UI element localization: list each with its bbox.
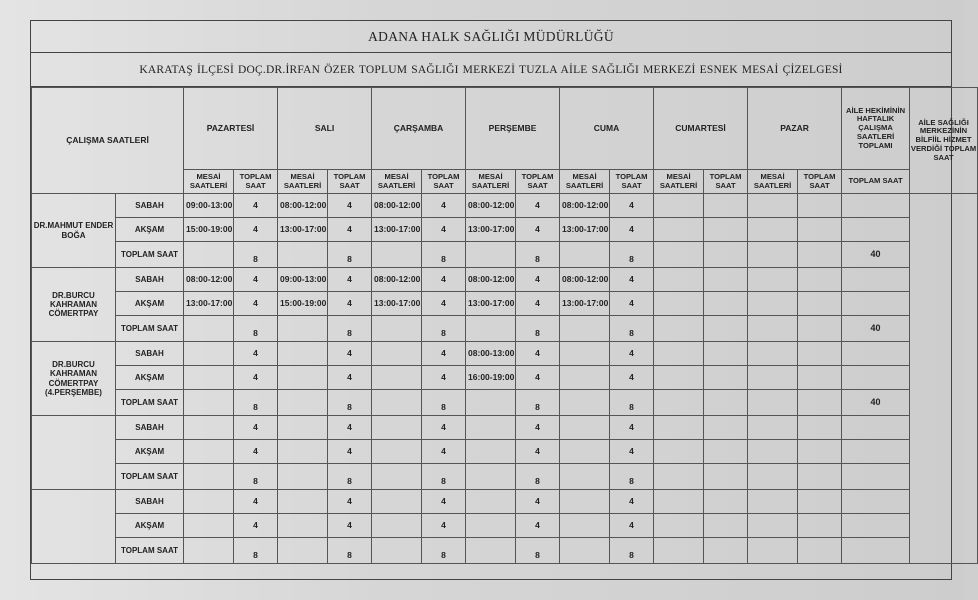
hours-cell: 4 — [422, 292, 466, 316]
hours-cell: 8 — [234, 464, 278, 490]
hours-cell: 4 — [610, 342, 654, 366]
mesai-cell — [278, 490, 328, 514]
schedule-row-toplam — [32, 538, 978, 564]
mesai-cell — [278, 538, 328, 564]
mesai-cell: 08:00-12:00 — [466, 194, 516, 218]
schedule-row-sabah — [32, 342, 978, 366]
hours-cell — [798, 316, 842, 342]
hours-cell — [704, 416, 748, 440]
mesai-cell: 13:00-17:00 — [184, 292, 234, 316]
hours-cell: 4 — [610, 194, 654, 218]
mesai-cell — [184, 342, 234, 366]
schedule-table — [31, 87, 978, 564]
weekly-total-cell — [842, 366, 910, 390]
hours-cell — [798, 490, 842, 514]
hours-cell — [798, 242, 842, 268]
schedule-row-toplam — [32, 242, 978, 268]
mesai-cell — [184, 366, 234, 390]
mesai-cell: 13:00-17:00 — [372, 218, 422, 242]
hours-cell: 4 — [516, 342, 560, 366]
day-header: CUMA — [560, 88, 654, 170]
hours-cell: 8 — [422, 242, 466, 268]
row-label: SABAH — [116, 490, 184, 514]
weekly-total-cell — [842, 490, 910, 514]
hours-cell — [798, 464, 842, 490]
day-header: ÇARŞAMBA — [372, 88, 466, 170]
mesai-cell: 13:00-17:00 — [278, 218, 328, 242]
day-header: PAZAR — [748, 88, 842, 170]
hours-cell — [798, 194, 842, 218]
mesai-cell — [654, 514, 704, 538]
hours-cell: 4 — [328, 218, 372, 242]
mesai-cell: 15:00-19:00 — [278, 292, 328, 316]
hours-cell: 4 — [234, 490, 278, 514]
mesai-cell — [466, 514, 516, 538]
mesai-cell — [278, 464, 328, 490]
document-title: ADANA HALK SAĞLIĞI MÜDÜRLÜĞÜ — [31, 21, 951, 53]
day-header: CUMARTESİ — [654, 88, 748, 170]
schedule-row-aksam — [32, 440, 978, 464]
mesai-saatleri-header: MESAİ SAATLERİ — [278, 170, 328, 194]
row-label: TOPLAM SAAT — [116, 242, 184, 268]
hours-cell: 4 — [234, 440, 278, 464]
hours-cell — [798, 440, 842, 464]
mesai-cell — [748, 194, 798, 218]
mesai-cell — [748, 268, 798, 292]
hours-cell: 4 — [234, 268, 278, 292]
mesai-cell — [748, 416, 798, 440]
mesai-cell — [372, 464, 422, 490]
mesai-cell — [560, 366, 610, 390]
hours-cell: 8 — [516, 242, 560, 268]
day-header: SALI — [278, 88, 372, 170]
working-hours-header: ÇALIŞMA SAATLERİ — [32, 88, 184, 194]
mesai-cell: 08:00-12:00 — [466, 268, 516, 292]
mesai-cell — [372, 366, 422, 390]
mesai-cell — [748, 440, 798, 464]
mesai-cell — [278, 342, 328, 366]
mesai-cell — [748, 538, 798, 564]
hours-cell: 4 — [610, 514, 654, 538]
mesai-saatleri-header: MESAİ SAATLERİ — [184, 170, 234, 194]
mesai-cell — [654, 316, 704, 342]
hours-cell: 8 — [610, 538, 654, 564]
hours-cell: 4 — [328, 342, 372, 366]
mesai-cell — [184, 538, 234, 564]
hours-cell: 8 — [516, 390, 560, 416]
hours-cell: 4 — [516, 292, 560, 316]
hours-cell: 4 — [328, 292, 372, 316]
mesai-cell — [278, 366, 328, 390]
hours-cell: 4 — [234, 292, 278, 316]
mesai-cell: 09:00-13:00 — [184, 194, 234, 218]
mesai-cell — [184, 514, 234, 538]
mesai-cell — [654, 194, 704, 218]
mesai-cell — [654, 292, 704, 316]
hours-cell: 4 — [610, 490, 654, 514]
hours-cell — [704, 390, 748, 416]
hours-cell — [704, 194, 748, 218]
schedule-row-toplam — [32, 316, 978, 342]
hours-cell: 4 — [328, 194, 372, 218]
hours-cell: 4 — [422, 218, 466, 242]
hours-cell: 4 — [516, 268, 560, 292]
hours-cell: 8 — [234, 242, 278, 268]
hours-cell: 4 — [328, 366, 372, 390]
mesai-cell — [748, 464, 798, 490]
mesai-saatleri-header: MESAİ SAATLERİ — [748, 170, 798, 194]
hours-cell: 4 — [234, 218, 278, 242]
hours-cell: 4 — [422, 342, 466, 366]
weekly-total-cell — [842, 440, 910, 464]
hours-cell — [704, 316, 748, 342]
mesai-cell: 13:00-17:00 — [466, 218, 516, 242]
toplam-saat-header: TOPLAM SAAT — [422, 170, 466, 194]
mesai-cell — [466, 440, 516, 464]
toplam-saat-total-header: TOPLAM SAAT — [842, 170, 910, 194]
toplam-saat-header: TOPLAM SAAT — [328, 170, 372, 194]
row-label: AKŞAM — [116, 218, 184, 242]
mesai-cell: 09:00-13:00 — [278, 268, 328, 292]
toplam-saat-header: TOPLAM SAAT — [610, 170, 654, 194]
weekly-total-cell — [842, 268, 910, 292]
hours-cell: 4 — [234, 514, 278, 538]
hours-cell: 8 — [234, 538, 278, 564]
mesai-cell — [372, 416, 422, 440]
mesai-cell — [466, 316, 516, 342]
hours-cell — [798, 292, 842, 316]
hours-cell: 4 — [234, 342, 278, 366]
hours-cell — [798, 390, 842, 416]
mesai-cell — [654, 490, 704, 514]
mesai-cell: 13:00-17:00 — [466, 292, 516, 316]
weekly-total-cell — [842, 514, 910, 538]
hours-cell: 8 — [328, 316, 372, 342]
hours-cell: 4 — [516, 416, 560, 440]
mesai-saatleri-header: MESAİ SAATLERİ — [372, 170, 422, 194]
hours-cell — [798, 342, 842, 366]
mesai-saatleri-header: MESAİ SAATLERİ — [560, 170, 610, 194]
mesai-cell — [654, 366, 704, 390]
hours-cell: 4 — [516, 366, 560, 390]
hours-cell — [798, 538, 842, 564]
hours-cell — [704, 464, 748, 490]
hours-cell: 8 — [328, 390, 372, 416]
hours-cell: 4 — [328, 440, 372, 464]
mesai-cell: 15:00-19:00 — [184, 218, 234, 242]
mesai-cell: 08:00-12:00 — [372, 268, 422, 292]
hours-cell: 8 — [422, 390, 466, 416]
row-label: AKŞAM — [116, 292, 184, 316]
mesai-cell — [184, 440, 234, 464]
hours-cell: 4 — [610, 218, 654, 242]
hours-cell: 8 — [610, 242, 654, 268]
mesai-cell — [184, 490, 234, 514]
hours-cell — [704, 268, 748, 292]
mesai-cell — [654, 218, 704, 242]
mesai-cell — [184, 242, 234, 268]
mesai-cell — [560, 242, 610, 268]
mesai-cell — [748, 316, 798, 342]
row-label: TOPLAM SAAT — [116, 390, 184, 416]
mesai-cell — [654, 538, 704, 564]
hours-cell: 4 — [610, 268, 654, 292]
row-label: SABAH — [116, 268, 184, 292]
mesai-cell — [466, 390, 516, 416]
weekly-total-cell — [842, 342, 910, 366]
mesai-cell — [654, 416, 704, 440]
row-label: AKŞAM — [116, 514, 184, 538]
hours-cell: 4 — [328, 490, 372, 514]
asm-total-header: AİLE SAĞLIĞI MERKEZİNİN BİLFİİL HİZMET VERDİĞİ TOPLAM SAAT — [910, 88, 978, 194]
mesai-cell — [372, 538, 422, 564]
hours-cell: 8 — [422, 538, 466, 564]
hours-cell: 8 — [234, 316, 278, 342]
mesai-cell — [748, 490, 798, 514]
hours-cell: 4 — [516, 490, 560, 514]
hours-cell: 4 — [422, 416, 466, 440]
hours-cell: 4 — [422, 366, 466, 390]
hours-cell — [798, 366, 842, 390]
hours-cell: 8 — [422, 464, 466, 490]
hours-cell: 4 — [610, 440, 654, 464]
mesai-cell: 08:00-12:00 — [560, 194, 610, 218]
mesai-cell: 08:00-13:00 — [466, 342, 516, 366]
document-subtitle: KARATAŞ İLÇESİ DOÇ.DR.İRFAN ÖZER TOPLUM SAĞLIĞI MERKEZİ TUZLA AİLE SAĞLIĞI MERKEZİ ESNEK MESAİ ÇİZELGESİ — [31, 53, 951, 87]
hours-cell: 8 — [516, 538, 560, 564]
doctor-name — [32, 416, 116, 490]
hours-cell: 4 — [234, 194, 278, 218]
mesai-cell — [372, 316, 422, 342]
hours-cell: 4 — [516, 194, 560, 218]
mesai-cell — [466, 464, 516, 490]
mesai-cell — [560, 538, 610, 564]
mesai-cell — [278, 416, 328, 440]
mesai-cell — [560, 514, 610, 538]
weekly-total-cell — [842, 464, 910, 490]
schedule-row-toplam — [32, 464, 978, 490]
doctor-name: DR.BURCU KAHRAMAN CÖMERTPAY — [32, 268, 116, 342]
mesai-cell: 08:00-12:00 — [278, 194, 328, 218]
hours-cell — [704, 218, 748, 242]
mesai-cell: 13:00-17:00 — [560, 292, 610, 316]
doctor-name — [32, 490, 116, 564]
hours-cell: 4 — [516, 440, 560, 464]
weekly-total-cell — [842, 292, 910, 316]
hours-cell: 4 — [422, 490, 466, 514]
header-row — [32, 88, 978, 170]
hours-cell: 8 — [328, 242, 372, 268]
row-label: TOPLAM SAAT — [116, 538, 184, 564]
row-label: TOPLAM SAAT — [116, 316, 184, 342]
hours-cell: 8 — [328, 464, 372, 490]
row-label: AKŞAM — [116, 440, 184, 464]
day-header: PAZARTESİ — [184, 88, 278, 170]
hours-cell — [704, 366, 748, 390]
asm-total-cell — [910, 194, 978, 564]
hours-cell: 8 — [516, 464, 560, 490]
hours-cell: 4 — [328, 268, 372, 292]
mesai-cell — [654, 464, 704, 490]
hours-cell: 4 — [610, 416, 654, 440]
weekly-total-cell — [842, 194, 910, 218]
hours-cell: 4 — [422, 268, 466, 292]
schedule-row-aksam — [32, 366, 978, 390]
mesai-cell — [560, 390, 610, 416]
hours-cell: 4 — [234, 416, 278, 440]
hours-cell: 8 — [610, 464, 654, 490]
mesai-cell — [560, 490, 610, 514]
mesai-cell — [560, 316, 610, 342]
mesai-cell — [748, 366, 798, 390]
hours-cell — [704, 242, 748, 268]
mesai-cell — [372, 514, 422, 538]
schedule-row-aksam — [32, 218, 978, 242]
hours-cell — [704, 440, 748, 464]
hours-cell — [704, 490, 748, 514]
hours-cell: 4 — [610, 366, 654, 390]
hours-cell: 8 — [328, 538, 372, 564]
mesai-cell — [278, 316, 328, 342]
hours-cell: 8 — [516, 316, 560, 342]
mesai-cell: 13:00-17:00 — [372, 292, 422, 316]
toplam-saat-header: TOPLAM SAAT — [516, 170, 560, 194]
mesai-cell: 16:00-19:00 — [466, 366, 516, 390]
mesai-cell — [748, 292, 798, 316]
mesai-cell — [654, 342, 704, 366]
hours-cell: 4 — [328, 416, 372, 440]
mesai-cell — [184, 316, 234, 342]
day-header: PERŞEMBE — [466, 88, 560, 170]
weekly-total-cell — [842, 538, 910, 564]
hours-cell: 8 — [422, 316, 466, 342]
mesai-cell — [466, 242, 516, 268]
row-label: TOPLAM SAAT — [116, 464, 184, 490]
weekly-total-cell — [842, 218, 910, 242]
mesai-cell — [372, 242, 422, 268]
weekly-total-cell — [842, 416, 910, 440]
mesai-cell: 08:00-12:00 — [560, 268, 610, 292]
mesai-cell — [278, 440, 328, 464]
mesai-cell — [372, 342, 422, 366]
row-label: SABAH — [116, 416, 184, 440]
mesai-cell — [654, 268, 704, 292]
mesai-cell — [654, 242, 704, 268]
weekly-total-cell: 40 — [842, 242, 910, 268]
hours-cell — [704, 514, 748, 538]
mesai-cell — [748, 342, 798, 366]
hours-cell: 4 — [422, 514, 466, 538]
toplam-saat-header: TOPLAM SAAT — [234, 170, 278, 194]
mesai-cell — [560, 416, 610, 440]
mesai-cell — [748, 390, 798, 416]
hours-cell — [704, 292, 748, 316]
mesai-cell — [184, 416, 234, 440]
hours-cell: 8 — [234, 390, 278, 416]
mesai-cell — [560, 464, 610, 490]
hours-cell: 4 — [234, 366, 278, 390]
hours-cell: 4 — [610, 292, 654, 316]
hours-cell — [704, 342, 748, 366]
mesai-cell — [560, 440, 610, 464]
hours-cell: 4 — [516, 514, 560, 538]
doctor-name: DR.BURCU KAHRAMAN CÖMERTPAY (4.PERŞEMBE) — [32, 342, 116, 416]
schedule-row-aksam — [32, 292, 978, 316]
row-label: AKŞAM — [116, 366, 184, 390]
mesai-cell — [184, 464, 234, 490]
schedule-row-sabah — [32, 268, 978, 292]
weekly-total-cell: 40 — [842, 316, 910, 342]
mesai-cell — [278, 242, 328, 268]
mesai-cell — [372, 390, 422, 416]
mesai-cell — [466, 490, 516, 514]
mesai-cell — [748, 514, 798, 538]
hours-cell: 8 — [610, 390, 654, 416]
mesai-cell — [372, 440, 422, 464]
weekly-total-cell: 40 — [842, 390, 910, 416]
mesai-cell — [560, 342, 610, 366]
toplam-saat-header: TOPLAM SAAT — [704, 170, 748, 194]
schedule-row-aksam — [32, 514, 978, 538]
mesai-cell — [748, 242, 798, 268]
schedule-row-sabah — [32, 416, 978, 440]
schedule-frame — [30, 20, 977, 580]
mesai-cell: 08:00-12:00 — [184, 268, 234, 292]
mesai-cell — [372, 490, 422, 514]
hours-cell — [798, 268, 842, 292]
schedule-row-sabah — [32, 194, 978, 218]
hours-cell: 4 — [328, 514, 372, 538]
hours-cell — [798, 218, 842, 242]
mesai-cell: 08:00-12:00 — [372, 194, 422, 218]
schedule-row-toplam — [32, 390, 978, 416]
hours-cell: 4 — [422, 440, 466, 464]
mesai-cell — [654, 390, 704, 416]
mesai-saatleri-header: MESAİ SAATLERİ — [654, 170, 704, 194]
mesai-cell — [466, 416, 516, 440]
hours-cell: 4 — [422, 194, 466, 218]
hours-cell: 8 — [610, 316, 654, 342]
mesai-saatleri-header: MESAİ SAATLERİ — [466, 170, 516, 194]
row-label: SABAH — [116, 194, 184, 218]
weekly-total-header: AİLE HEKİMİNİN HAFTALIK ÇALIŞMA SAATLERİ TOPLAMI — [842, 88, 910, 170]
schedule-row-sabah — [32, 490, 978, 514]
mesai-cell — [278, 514, 328, 538]
mesai-cell — [278, 390, 328, 416]
mesai-cell — [748, 218, 798, 242]
mesai-cell — [466, 538, 516, 564]
hours-cell — [704, 538, 748, 564]
mesai-cell — [654, 440, 704, 464]
toplam-saat-header: TOPLAM SAAT — [798, 170, 842, 194]
hours-cell — [798, 514, 842, 538]
doctor-name: DR.MAHMUT ENDER BOĞA — [32, 194, 116, 268]
mesai-cell: 13:00-17:00 — [560, 218, 610, 242]
hours-cell: 4 — [516, 218, 560, 242]
row-label: SABAH — [116, 342, 184, 366]
hours-cell — [798, 416, 842, 440]
mesai-cell — [184, 390, 234, 416]
